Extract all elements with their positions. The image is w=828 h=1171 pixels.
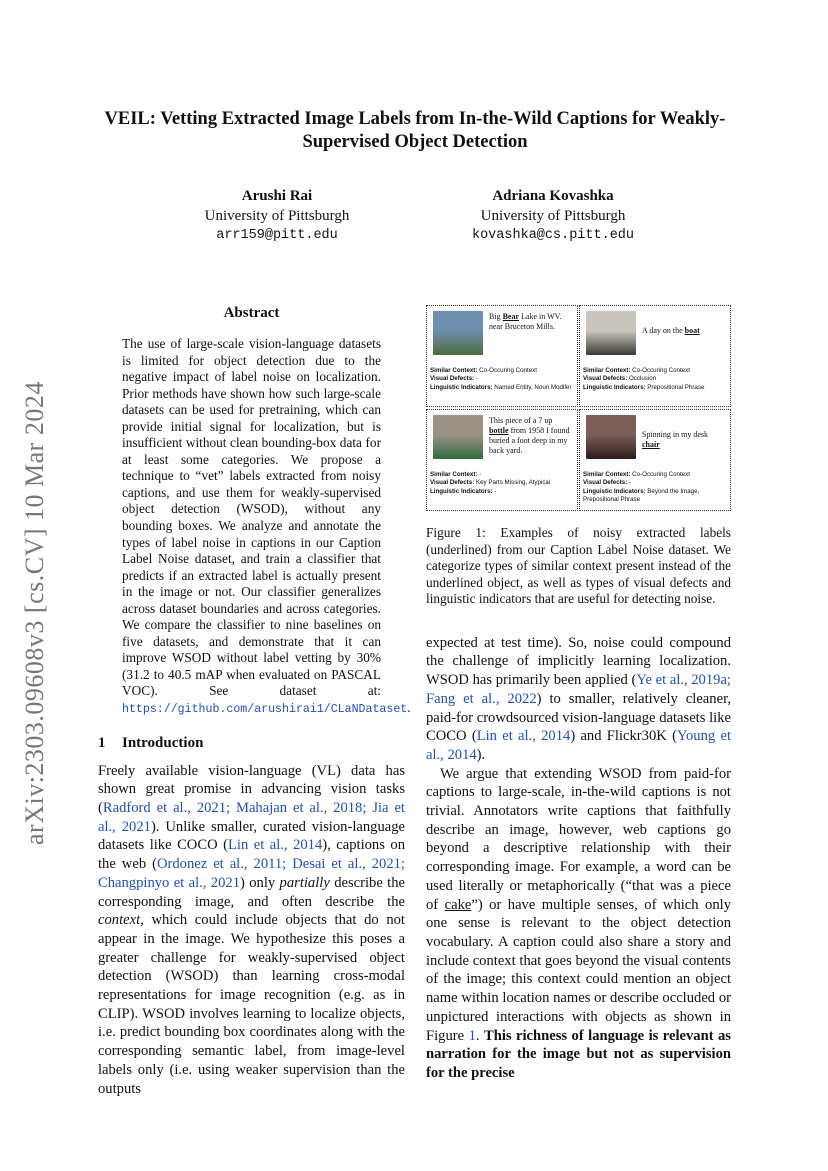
intro-body [98, 762, 405, 1099]
right-body [426, 634, 731, 1083]
author-block [423, 186, 683, 246]
right-column [426, 305, 731, 1083]
tag-line: Visual Defects: - [430, 375, 479, 383]
tag-line: Similar Context: Co-Occuring Context [430, 367, 537, 374]
body-paragraph: We argue that extending WSOD from paid-for captions to large-scale, in-the-wild captions is not trivial. Annotators write captions that faithfully describe an image, however, web captions go beyond a descriptive relationship with their corresponding image. For example, a word can be used literally or metaphorically (“that was a piece of cake”) or have multiple senses, of which only one sense is relevant to the object detection vocabulary. A caption could also share a story and include context that goes beyond the visual contents of the image; this context could mention an object name within location names or describe occluded or unpictured interactions with objects as shown in Figure 1. This richness of language is relevant as narration for the image but not as supervision for the precise [426, 765, 731, 1081]
citation-link[interactable]: Lin et al., 2014 [476, 728, 571, 745]
tag-line: Linguistic Indicators: Prepositional Phrase [583, 383, 705, 391]
example-photo [586, 311, 636, 355]
arxiv-identifier: arXiv:2303.09608v3 [cs.CV] 10 Mar 2024 [20, 381, 49, 845]
example-photo [433, 311, 483, 355]
author-name: Arushi Rai [241, 188, 313, 204]
dataset-link[interactable]: https://github.com/arushirai1/CLaNDataset [122, 703, 408, 717]
panel-caption: Spinning in my desk chair [642, 430, 709, 449]
tag-line: Similar Context: - [430, 471, 482, 478]
example-photo [586, 415, 636, 459]
panel-tags [583, 471, 727, 504]
italic-text: context [98, 912, 141, 929]
figure-panel [579, 409, 731, 511]
figure-caption: Figure 1: Examples of noisy extracted labels (underlined) from our Caption Label Noise dataset. We categorize types of similar context present instead of the underlined object, as well as types of visual defects and linguistic indicators that are useful for detecting noise. [426, 525, 731, 607]
extracted-label: boat [684, 326, 700, 335]
tag-line: Linguistic Indicators: Named Entity, Noun Modifer [430, 383, 572, 391]
author-email[interactable]: arr159@pitt.edu [216, 228, 338, 243]
section-number: 1 [98, 734, 106, 751]
author-affiliation: University of Pittsburgh [480, 208, 626, 224]
citation-link[interactable]: Radford et al., 2021; Mahajan et al., 2018; Jia et al., 2021 [98, 799, 405, 835]
tag-line: Linguistic Indicators: - [430, 487, 497, 495]
paper-title: VEIL: Vetting Extracted Image Labels from In-the-Wild Captions for Weakly-Supervised Object Detection [104, 109, 726, 152]
tag-line: Visual Defects: Key Parts Missing, Atypical [430, 479, 551, 487]
author-email[interactable]: kovashka@cs.pitt.edu [471, 228, 635, 243]
tag-line: Similar Context: Co-Occuring Context [583, 471, 690, 478]
abstract-body [98, 336, 411, 719]
citation-link[interactable]: Lin et al., 2014 [227, 837, 323, 854]
author-block [147, 186, 407, 246]
panel-tags [583, 367, 727, 392]
panel-caption: Big Bear Lake in WV. near Bruceton Mills. [489, 312, 562, 331]
figure-panel [579, 305, 731, 407]
citation-link[interactable]: 1 [468, 1027, 476, 1044]
section-heading [98, 735, 405, 752]
tag-line: Visual Defects: - [583, 479, 632, 487]
extracted-label: chair [642, 440, 660, 449]
extracted-label: Bear [502, 312, 519, 321]
panel-caption: This piece of a 7 up bottle from 1958 I found buried a foot deep in my back yard. [489, 416, 570, 455]
citation-link[interactable]: Ordonez et al., 2011; Desai et al., 2021; Changpinyo et al., 2021 [98, 856, 405, 891]
figure-panel [426, 409, 578, 511]
panel-tags [430, 367, 574, 392]
italic-text: partially [279, 874, 330, 891]
tag-line: Linguistic Indicators: Beyond the Image, Prepositional Phrase [583, 487, 700, 503]
section-title: Introduction [122, 734, 204, 751]
left-column [98, 305, 411, 1098]
abstract-end: . [407, 700, 411, 716]
panel-tags [430, 471, 574, 496]
figure-panel [426, 305, 578, 407]
example-photo [433, 415, 483, 459]
citation-link[interactable]: Ye et al., 2019a; Fang et al., 2022 [426, 672, 731, 707]
extracted-label: bottle [489, 426, 509, 435]
panel-caption: A day on the boat [642, 326, 700, 335]
underlined-text: cake [444, 896, 472, 913]
intro-paragraph: Freely available vision-language (VL) data has shown great promise in advancing vision tasks (Radford et al., 2021; Mahajan et al., 2018; Jia et al., 2021). Unlike smaller, curated vision-language datasets like COCO (Lin et al., 2014), captions on the web (Ordonez et al., 2011; Desai et al., 2021; Changpinyo et al., 2021) only partially describe the corresponding image, and often describe the context, which could include objects that do not appear in the image. We hypothesize this poses a greater challenge for weakly-supervised object detection (WSOD) than learning cross-modal representations for image recognition (e.g. as in CLIP). WSOD involves learning to localize objects, i.e. predict bounding box coordinates along with the corresponding semantic label, from image-level labels only (i.e. using weaker supervision than the outputs [98, 762, 406, 1097]
body-paragraph: expected at test time). So, noise could compound the challenge of implicitly learning localization. WSOD has primarily been applied (Ye et al., 2019a; Fang et al., 2022) to smaller, relatively cleaner, paid-for crowdsourced vision-language datasets like COCO (Lin et al., 2014) and Flickr30K (Young et al., 2014). [426, 634, 732, 763]
tag-line: Similar Context: Co-Occuring Context [583, 367, 690, 374]
bold-text: This richness of language is relevant as narration for the image but not as supervision for the precise [426, 1027, 731, 1081]
figure-1 [426, 305, 731, 513]
tag-line: Visual Defects: Occlusion [583, 375, 657, 383]
author-affiliation: University of Pittsburgh [204, 208, 350, 224]
author-name: Adriana Kovashka [492, 188, 614, 204]
citation-link[interactable]: Young et al., 2014 [426, 728, 732, 763]
abstract-text: The use of large-scale vision-language datasets is limited for object detection due to the negative impact of label noise on localization. Prior methods have shown how such large-scale datasets can be used for pretraining, which can provide initial signal for localization, but is insufficient without clean bounding-box data for at least some categories. We propose a technique to “vet” labels extracted from noisy captions, and use them for weakly-supervised object detection (WSOD), without any bounding boxes. We analyze and annotate the types of label noise in captions in our Caption Label Noise dataset, and train a classifier that predicts if an extracted label is actually present in the image or not. Our classifier generalizes across dataset boundaries and across categories. We compare the classifier to nine baselines on five datasets, and demonstrate that it can improve WSOD without label vetting by 30% (31.2 to 40.5 mAP when evaluated on PASCAL VOC). See dataset at: [122, 336, 381, 699]
abstract-heading: Abstract [223, 305, 280, 321]
